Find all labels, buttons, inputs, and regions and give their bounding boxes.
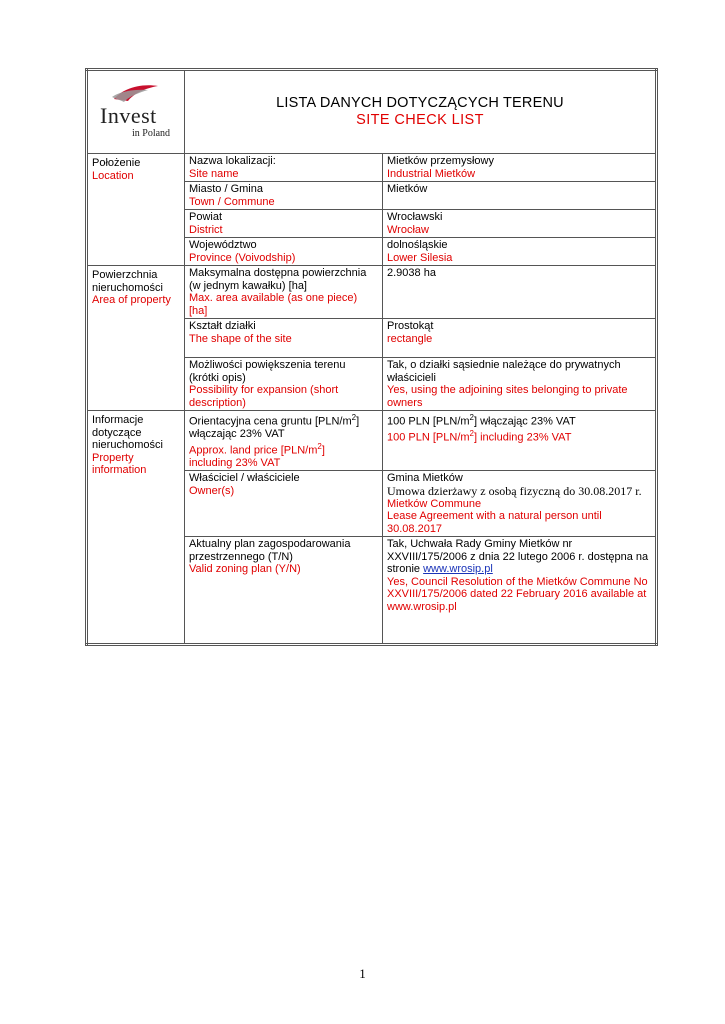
field-land-price bbox=[185, 411, 383, 471]
field-expansion bbox=[185, 358, 383, 411]
field-label-en: Site name bbox=[189, 167, 239, 180]
field-label-pl: Województwo bbox=[189, 239, 257, 251]
value-pl-2: Umowa dzierżawy z osobą fizyczną do 30.08.2017 r. bbox=[387, 483, 642, 498]
site-check-list-table bbox=[85, 68, 658, 646]
wrosip-link[interactable]: www.wrosip.pl bbox=[423, 563, 493, 576]
value-pl: 2.9038 ha bbox=[387, 267, 436, 279]
value-en: Lower Silesia bbox=[387, 251, 453, 264]
value-pl: Prostokąt bbox=[387, 320, 434, 332]
field-label-en: Approx. land price $[PLN/m^2]$ bbox=[189, 441, 325, 457]
value-en: Wrocław bbox=[387, 223, 429, 236]
value-pl: Tak, o działki sąsiednie należące do prywatnych właścicieli bbox=[387, 359, 621, 384]
header-row bbox=[87, 70, 657, 154]
value-en: Yes, using the adjoining sites belonging to private owners bbox=[387, 384, 628, 409]
field-label-pl-2: włączając 23% VAT bbox=[189, 428, 285, 441]
property-label-pl-3: nieruchomości bbox=[92, 439, 163, 451]
page-number: 1 bbox=[359, 966, 366, 981]
value-pl: Tak, Uchwała Rady Gminy Mietków nr XXVIII/175/2006 z dnia 22 lutego 2006 r. dostępna na stronie www.wrosip.pl bbox=[387, 538, 649, 576]
field-label-en: Town / Commune bbox=[189, 195, 275, 208]
value-pl: dolnośląskie bbox=[387, 239, 448, 251]
value-district bbox=[383, 210, 657, 238]
field-owner bbox=[185, 471, 383, 537]
field-label-en-2: including 23% VAT bbox=[189, 456, 281, 469]
value-zoning bbox=[383, 537, 657, 645]
value-land-price bbox=[383, 411, 657, 471]
field-label-en: The shape of the site bbox=[189, 332, 292, 345]
value-pl: Mietków przemysłowy bbox=[387, 155, 494, 167]
field-label-pl: Maksymalna dostępna powierzchnia (w jednym kawałku) [ha] bbox=[189, 267, 367, 292]
value-en-1: Yes, Council Resolution of the Mietków Commune No bbox=[387, 575, 648, 588]
property-label-pl-1: Informacje bbox=[92, 414, 144, 426]
value-en: 100 PLN $[PLN/m^2]$ including 23% VAT bbox=[387, 429, 572, 444]
value-pl: Mietków bbox=[387, 183, 428, 195]
field-label-pl: Właściciel / właściciele bbox=[189, 472, 300, 485]
area-label-pl: Powierzchnia bbox=[92, 269, 158, 281]
field-province bbox=[185, 238, 383, 266]
value-pl: Wrocławski bbox=[387, 211, 443, 223]
value-owner bbox=[383, 471, 657, 537]
value-pl-1: Gmina Mietków bbox=[387, 472, 463, 485]
field-label-pl: Powiat bbox=[189, 211, 223, 223]
field-zoning bbox=[185, 537, 383, 645]
value-town bbox=[383, 182, 657, 210]
property-label-en-1: Property bbox=[92, 451, 134, 464]
field-label-pl: Aktualny plan zagospodarowania przestrzennego (T/N) bbox=[189, 538, 351, 563]
location-row-1 bbox=[87, 154, 657, 182]
field-max-area bbox=[185, 266, 383, 319]
value-en-2: XXVIII/175/2006 dated 22 February 2016 available at www.wrosip.pl bbox=[387, 588, 647, 613]
value-en-2: Lease Agreement with a natural person until 30.08.2017 bbox=[387, 510, 602, 535]
property-row-1 bbox=[87, 411, 657, 471]
field-label-pl: Miasto / Gmina bbox=[189, 183, 263, 195]
field-label-pl: Kształt działki bbox=[189, 320, 256, 332]
field-district bbox=[185, 210, 383, 238]
title-cell bbox=[185, 70, 657, 154]
value-expansion bbox=[383, 358, 657, 411]
field-label-en: Valid zoning plan (Y/N) bbox=[189, 563, 301, 576]
field-label-pl: Orientacyjna cena gruntu $[PLN/m^2]$ bbox=[189, 413, 360, 428]
field-site-name bbox=[185, 154, 383, 182]
property-label-en-2: information bbox=[92, 464, 147, 476]
page-title-en: SITE CHECK LIST bbox=[356, 112, 484, 128]
location-label-cell bbox=[87, 154, 185, 266]
logo-subtext: in Poland bbox=[132, 128, 171, 139]
field-label-pl: Nazwa lokalizacji: bbox=[189, 155, 276, 167]
area-label-en: Area of property bbox=[92, 294, 171, 306]
area-row-1 bbox=[87, 266, 657, 319]
area-label-cell bbox=[87, 266, 185, 411]
property-label-cell bbox=[87, 411, 185, 645]
value-shape bbox=[383, 319, 657, 358]
value-en: Industrial Mietków bbox=[387, 167, 476, 180]
value-en: rectangle bbox=[387, 332, 433, 345]
field-town bbox=[185, 182, 383, 210]
value-max-area bbox=[383, 266, 657, 319]
location-label-pl: Położenie bbox=[92, 157, 141, 169]
value-pl: 100 PLN $[PLN/m^2]$ włączając 23% VAT bbox=[387, 413, 576, 428]
value-site-name bbox=[383, 154, 657, 182]
field-label-en: Max. area available (as one piece) [ha] bbox=[189, 292, 358, 317]
logo-word: Invest bbox=[100, 103, 157, 128]
field-label-pl: Możliwości powiększenia terenu (krótki opis) bbox=[189, 359, 346, 384]
page-title-pl: LISTA DANYCH DOTYCZĄCYCH TERENU bbox=[276, 95, 564, 111]
field-label-en: Province (Voivodship) bbox=[189, 251, 296, 264]
value-province bbox=[383, 238, 657, 266]
logo-cell bbox=[87, 70, 185, 154]
value-en-1: Mietków Commune bbox=[387, 497, 482, 510]
field-shape bbox=[185, 319, 383, 358]
field-label-en: Possibility for expansion (short description) bbox=[189, 384, 339, 409]
invest-in-poland-logo bbox=[88, 71, 184, 153]
location-label-en: Location bbox=[92, 169, 134, 182]
field-label-en: Owner(s) bbox=[189, 484, 235, 497]
property-label-pl-2: dotyczące bbox=[92, 426, 142, 439]
area-label-pl-2: nieruchomości bbox=[92, 281, 163, 294]
field-label-en: District bbox=[189, 223, 223, 236]
